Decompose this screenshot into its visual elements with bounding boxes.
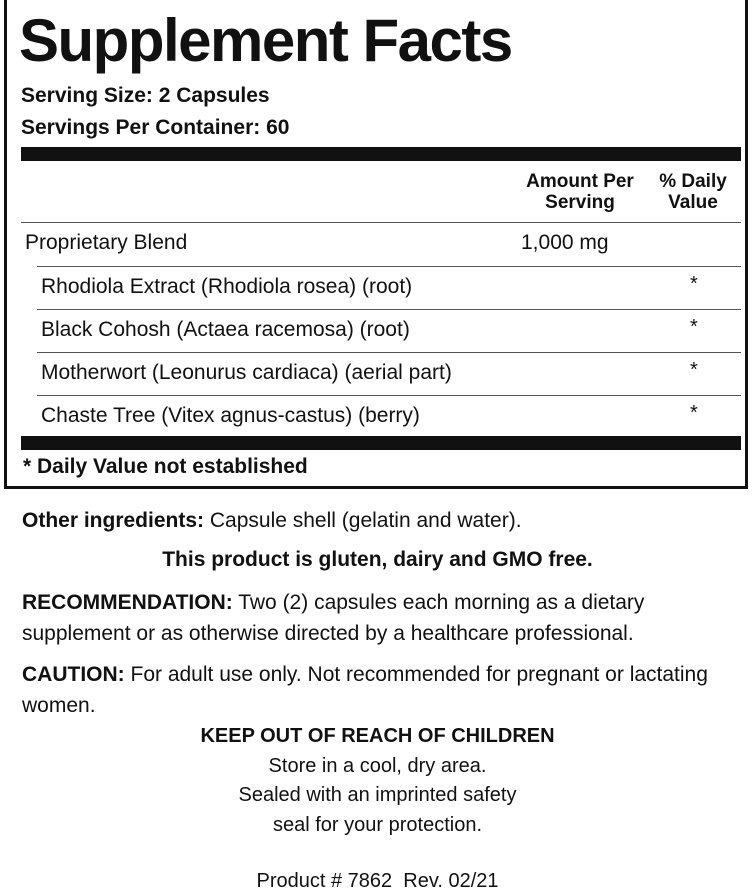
other-ingredients-text: Capsule shell (gelatin and water). — [204, 509, 522, 532]
ingredient-name: Chaste Tree (Vitex agnus-castus) (berry) — [41, 404, 420, 427]
product-info: Product # 7862 Rev. 02/21 — [256, 870, 499, 892]
other-ingredients-label: Other ingredients: — [22, 509, 205, 532]
free-from-statement: This product is gluten, dairy and GMO free. — [162, 548, 593, 571]
ingredient-name: Motherwort (Leonurus cardiaca) (aerial part) — [41, 361, 452, 384]
row-divider — [37, 395, 741, 396]
servings-per-container: Servings Per Container: 60 — [21, 116, 290, 139]
supplement-facts-panel — [4, 0, 748, 489]
header-divider — [21, 222, 741, 223]
serving-size: Serving Size: 2 Capsules — [21, 84, 270, 107]
daily-value-header: % Daily Value — [659, 171, 727, 213]
bottom-thick-divider — [21, 436, 741, 450]
recommendation — [22, 587, 742, 649]
recommendation-text: Two (2) capsules each morning as a dietary supplement or as otherwise directed by a healthcare professional. — [22, 591, 645, 645]
facts-title: Supplement Facts — [19, 7, 512, 74]
row-divider — [37, 309, 741, 310]
row-divider — [37, 266, 741, 267]
caution — [22, 659, 742, 721]
ingredient-dv: * — [690, 359, 698, 381]
ingredient-name: Black Cohosh (Actaea racemosa) (root) — [41, 318, 410, 341]
caution-label: CAUTION: — [22, 663, 125, 686]
daily-value-footnote: * Daily Value not established — [23, 455, 308, 478]
ingredient-name: Rhodiola Extract (Rhodiola rosea) (root) — [41, 275, 413, 298]
recommendation-label: RECOMMENDATION: — [22, 591, 233, 614]
ingredient-dv: * — [690, 316, 698, 338]
blend-name: Proprietary Blend — [25, 231, 188, 254]
top-thick-divider — [21, 147, 741, 161]
sealed-line-1: Sealed with an imprinted safety — [238, 784, 517, 806]
row-divider — [37, 352, 741, 353]
ingredient-dv: * — [690, 273, 698, 295]
ingredient-dv: * — [690, 402, 698, 424]
amount-per-serving-header: Amount Per Serving — [526, 171, 634, 213]
storage-instructions: Store in a cool, dry area. — [268, 755, 487, 777]
keep-out-warning: KEEP OUT OF REACH OF CHILDREN — [200, 725, 555, 747]
blend-amount: 1,000 mg — [521, 231, 609, 254]
other-ingredients — [22, 505, 742, 536]
sealed-line-2: seal for your protection. — [273, 814, 482, 836]
caution-text: For adult use only. Not recommended for pregnant or lactating women. — [22, 663, 708, 717]
